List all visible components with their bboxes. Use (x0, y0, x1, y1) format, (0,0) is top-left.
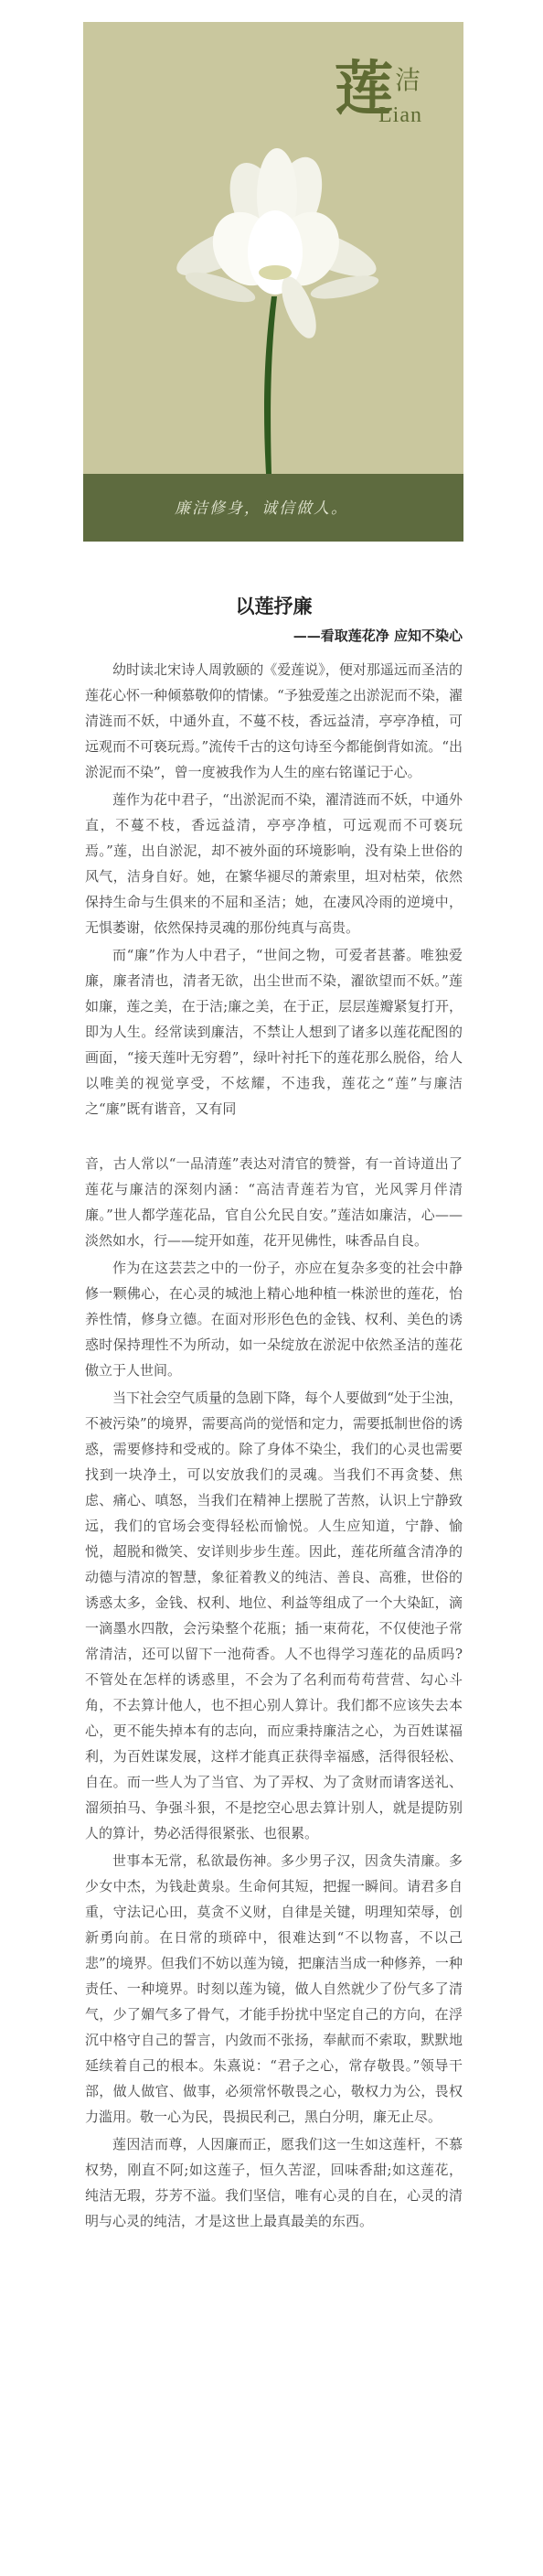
article-paragraph: 莲因洁而尊，人因廉而正，愿我们这一生如这莲杆，不慕权势，刚直不阿;如这莲子，恒久苦涩，回味香甜;如这莲花，纯洁无瑕，芬芳不溢。我们坚信，唯有心灵的自在，心灵的清明与心灵的纯洁，才是这世上最真最美的东西。 (85, 2136, 463, 2229)
article-paragraph: 莲作为花中君子，“出淤泥而不染，濯清涟而不妖，中通外直，不蔓不枝，香远益清，亭亭净植，可远观而不可亵玩焉。”莲，出自淤泥，却不被外面的环境影响，没有染上世俗的风气，洁身自好。她，在繁华褪尽的萧索里，坦对枯荣，依然保持生命与生俱来的不屈和圣洁；她，在凄风冷雨的逆境中，无惧萎谢，依然保持灵魂的那份纯真与高贵。 (85, 791, 463, 936)
article-paragraph: 世事本无常，私欲最伤神。多少男子汉，因贪失清廉。多少女中杰，为钱赴黄泉。生命何其短，把握一瞬间。请君多自重，守法记心田，莫贪不义财，自律是关键，明理知荣辱，创新勇向前。在日常的琐碎中，很难达到“不以物喜，不以己悲”的境界。但我们不妨以莲为镜，把廉洁当成一种修养，一种责任、一种境界。时刻以莲为镜，做人自然就少了份气多了清气，少了媚气多了骨气，才能手扮扰中坚定自己的方向，在浮沉中格守自己的誓言，内敛而不张扬，奉献而不索取，默默地延续着自己的根本。朱熹说：“君子之心，常存敬畏。”领导干部，做人做官、做事，必须常怀敬畏之心，敬权力为公，畏权力滥用。敬一心为民，畏损民利己，黑白分明，廉无止尽。 (85, 1852, 463, 2125)
lian-logo (335, 55, 444, 143)
article-paragraph: 当下社会空气质量的急剧下降，每个人要做到“处于尘浊，不被污染”的境界，需要高尚的觉悟和定力，需要抵制世俗的诱惑，需要修持和受戒的。除了身体不染尘，我们的心灵也需要找到一块净土，可以安放我们的灵魂。当我们不再贪婪、焦虑、痛心、嗔怒，当我们在精神上摆脱了苦熬，认识上宁静致远，我们的官场会变得轻松而愉悦。人生应知道，宁静、愉悦，超脱和微笑、安详则步步生莲。因此，莲花所蕴含清净的动德与清凉的智慧，象征着教义的纯洁、善良、高雅，世俗的诱惑太多，金钱、权利、地位、利益等组成了一个大染缸，滴一滴墨水四散，会污染整个花瓶；插一束荷花，不仅使池子常常清洁，还可以留下一池荷香。人不也得学习莲花的品质吗?不管处在怎样的诱惑里，不会为了名利而苟苟营营、勾心斗角，不去算计他人，也不担心别人算计。我们都不应该失去本心，更不能失掉本有的志向，而应秉持廉洁之心，为百姓谋福利，为百姓谋发展，这样才能真正获得幸福感，活得很轻松、自在。而一些人为了当官、为了弄权、为了贪财而请客送礼、溜须拍马、争强斗狠，不是挖空心思去算计别人，就是提防别人的算计，势必活得很紧张、也很累。 (85, 1390, 463, 1841)
paragraph-gap (85, 1123, 463, 1151)
article-paragraph: 而“廉”作为人中君子，“世间之物，可爱者甚蕃。唯独爱廉，廉者清也，清者无欲，出尘世而不染，濯欲望而不妖。”莲如廉，莲之美，在于洁;廉之美，在于正，层层莲瓣紧复打开，即为人生。经常读到廉洁，不禁让人想到了诸多以莲花配图的画面，“接天莲叶无穷碧”，绿叶衬托下的莲花那么脱俗，给人以唯美的视觉享受，不炫耀，不违我，莲花之“莲”与廉洁之“廉”既有谐音，又有同 (85, 947, 463, 1117)
logo-char-big: 莲 (335, 55, 393, 123)
poster-tagline: 廉洁修身，诚信做人。 (175, 499, 348, 518)
article-title: 以莲抒廉 (235, 595, 313, 617)
article-paragraph: 作为在这芸芸之中的一份子，亦应在复杂多变的社会中静修一颗佛心，在心灵的城池上精心地种植一株淤世的莲花，怡养性情，修身立德。在面对形形色色的金钱、权利、美色的诱惑时保持理性不为所动，如一朵绽放在淤泥中依然圣洁的莲花傲立于人世间。 (85, 1260, 463, 1379)
article-body (85, 657, 463, 2234)
article-paragraph: 音，古人常以“一品清莲”表达对清官的赞誉，有一首诗道出了莲花与廉洁的深刻内涵：“高洁青莲若为官，光风霁月伴清廉。”世人都学莲花品，官自公允民自安。”莲洁如廉洁，心——淡然如水，行——绽开如莲，花开见佛性，味香品自良。 (85, 1155, 463, 1249)
article-subtitle: ——看取莲花净 应知不染心 (293, 628, 463, 644)
article-paragraph: 幼时读北宋诗人周敦颐的《爱莲说》，便对那遥远而圣洁的莲花心怀一种倾慕敬仰的情愫。“予独爱莲之出淤泥而不染，濯清涟而不妖，中通外直，不蔓不枝，香远益清，亭亭净植，可远观而不可亵玩焉。”流传千古的这句诗至今都能倒背如流。“出淤泥而不染”，曾一度被我作为人生的座右铭谨记于心。 (85, 661, 463, 780)
article (85, 593, 463, 2236)
logo-latin: Lian (378, 103, 422, 127)
logo-char-small: 洁 (395, 65, 421, 95)
poster-image (83, 22, 463, 542)
